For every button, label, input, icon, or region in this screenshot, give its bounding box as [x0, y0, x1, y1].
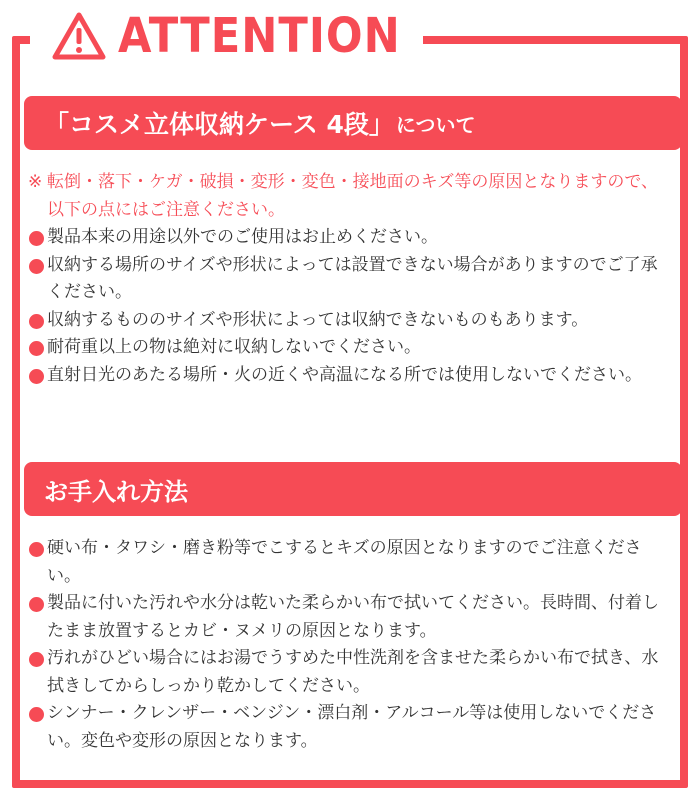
- note-mark: ※: [28, 172, 43, 192]
- bullet-dot-icon: [28, 334, 47, 362]
- bullet-dot-icon: [28, 252, 47, 280]
- list-item: [28, 334, 674, 362]
- caution-list: [28, 169, 674, 389]
- list-item-text: 製品に付いた汚れや水分は乾いた柔らかい布で拭いてください。長時間、付着したまま放置するとカビ・ヌメリの原因となります。: [47, 593, 659, 641]
- bullet-dot-icon: [28, 590, 47, 618]
- section-header-care: [24, 462, 682, 516]
- attention-title-text: ATTENTION: [118, 8, 401, 64]
- attention-title: [30, 0, 423, 72]
- caution-note: [28, 169, 674, 224]
- bullet-dot-icon: [28, 362, 47, 390]
- section-header-product: [24, 96, 682, 150]
- list-item-text: 耐荷重以上の物は絶対に収納しないでください。: [47, 337, 421, 357]
- caution-note-text: 転倒・落下・ケガ・破損・変形・変色・接地面のキズ等の原因となりますので、以下の点にはご注意ください。: [47, 172, 658, 220]
- list-item: [28, 252, 674, 307]
- bullet-dot-icon: [28, 535, 47, 563]
- list-item-text: 直射日光のあたる場所・火の近くや高温になる所では使用しないでください。: [47, 364, 642, 385]
- list-item-text: 収納する場所のサイズや形状によっては設置できない場合がありますのでご了承ください。: [47, 254, 658, 302]
- product-header-suffix: について: [395, 112, 476, 137]
- list-item-text: 製品本来の用途以外でのご使用はお止めください。: [47, 227, 438, 247]
- bullet-dot-icon: [28, 645, 47, 673]
- bullet-dot-icon: [28, 700, 47, 728]
- list-item: [28, 307, 674, 335]
- bullet-dot-icon: [28, 224, 47, 252]
- product-name: 「コスメ立体収納ケース 4段」: [44, 110, 394, 139]
- list-item: [28, 645, 674, 700]
- care-list: [28, 535, 674, 755]
- list-item-text: 収納するもののサイズや形状によっては収納できないものもあります。: [47, 309, 589, 330]
- list-item: [28, 362, 674, 390]
- warning-triangle-icon: [52, 11, 106, 61]
- list-item: [28, 535, 674, 590]
- bullet-dot-icon: [28, 307, 47, 335]
- list-item-text: 硬い布・タワシ・磨き粉等でこするとキズの原因となりますのでご注意ください。: [47, 538, 642, 586]
- care-header-text: お手入れ方法: [44, 477, 188, 506]
- list-item-text: 汚れがひどい場合にはお湯でうすめた中性洗剤を含ませた柔らかい布で拭き、水拭きしてからしっかり乾かしてください。: [47, 648, 659, 696]
- list-item: [28, 700, 674, 755]
- list-item: [28, 224, 674, 252]
- list-item-text: シンナー・クレンザー・ベンジン・漂白剤・アルコール等は使用しないでください。変色や変形の原因となります。: [47, 703, 657, 751]
- list-item: [28, 590, 674, 645]
